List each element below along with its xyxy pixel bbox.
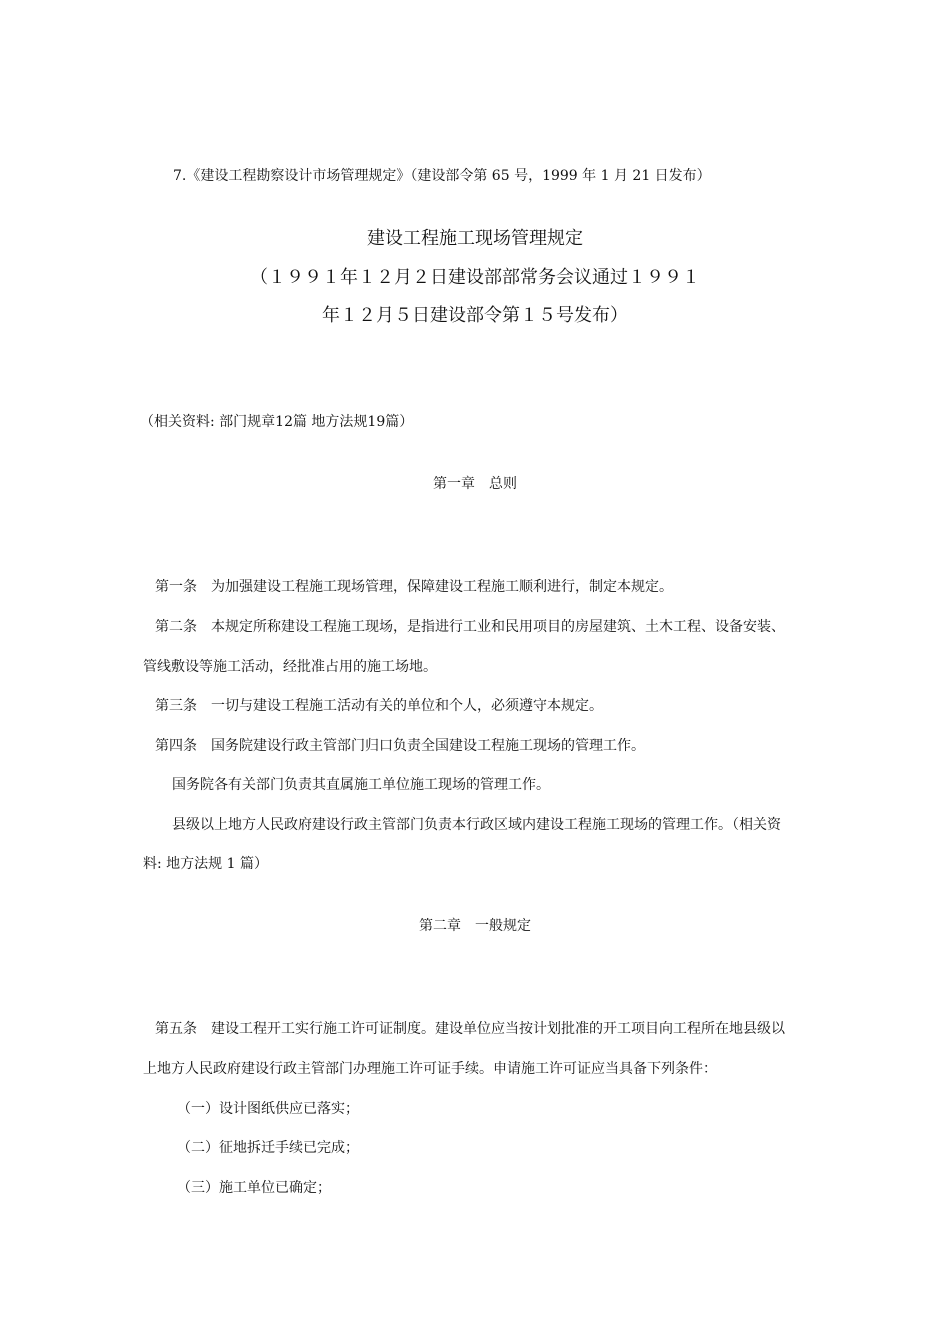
document-subtitle-line-2: 年１２月５日建设部令第１５号发布）	[322, 305, 628, 326]
article-4-para-3-line-1: 县级以上地方人民政府建设行政主管部门负责本行政区域内建设工程施工现场的管理工作。（相关资	[172, 817, 781, 833]
chapter-1-heading: 第一章 总则	[433, 476, 517, 492]
article-3: 第三条 一切与建设工程施工活动有关的单位和个人，必须遵守本规定。	[155, 698, 603, 714]
article-2-line-2: 管线敷设等施工活动，经批准占用的施工场地。	[143, 659, 437, 675]
article-5-line-2: 上地方人民政府建设行政主管部门办理施工许可证手续。申请施工许可证应当具备下列条件：	[143, 1061, 717, 1077]
article-5-line-1: 第五条 建设工程开工实行施工许可证制度。建设单位应当按计划批准的开工项目向工程所在地县级以	[155, 1021, 785, 1037]
condition-1: （一）设计图纸供应已落实；	[177, 1101, 359, 1117]
article-1: 第一条 为加强建设工程施工现场管理，保障建设工程施工顺利进行，制定本规定。	[155, 579, 673, 595]
article-2-line-1: 第二条 本规定所称建设工程施工现场，是指进行工业和民用项目的房屋建筑、土木工程、设备安装、	[155, 619, 785, 635]
article-4: 第四条 国务院建设行政主管部门归口负责全国建设工程施工现场的管理工作。	[155, 738, 645, 754]
chapter-2-heading: 第二章 一般规定	[419, 918, 531, 934]
document-title: 建设工程施工现场管理规定	[367, 228, 583, 249]
condition-2: （二）征地拆迁手续已完成；	[177, 1140, 359, 1156]
article-4-para-2: 国务院各有关部门负责其直属施工单位施工现场的管理工作。	[172, 777, 550, 793]
condition-3: （三）施工单位已确定；	[177, 1180, 331, 1196]
reference-line: 7.《建设工程勘察设计市场管理规定》（建设部令第 65 号，1999 年 1 月 21 日发布）	[173, 168, 711, 184]
document-subtitle-line-1: （１９９１年１２月２日建设部部常务会议通过１９９１	[250, 267, 700, 288]
article-4-para-3-line-2: 料: 地方法规 1 篇）	[143, 856, 268, 872]
related-materials: （相关资料: 部门规章12篇 地方法规19篇）	[140, 414, 414, 430]
